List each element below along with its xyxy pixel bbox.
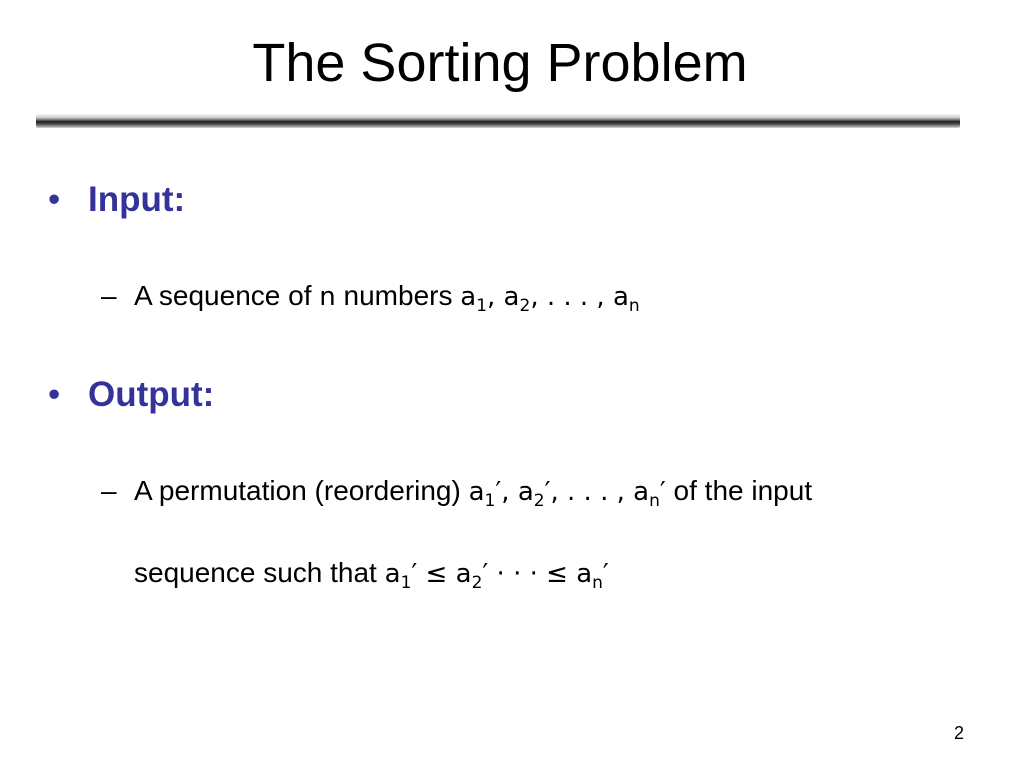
output-description <box>101 473 812 510</box>
bullet-output <box>48 373 214 417</box>
input-numbers-text: numbers <box>335 280 461 311</box>
input-sequence: $a_1$, $a_2$, . . . , $a_n$ <box>460 282 640 316</box>
bullet-dot-icon: • <box>48 375 61 414</box>
output-line2-text: sequence such that <box>134 557 385 588</box>
input-text: A sequence of <box>134 280 320 311</box>
output-heading: Output: <box>88 375 215 414</box>
output-text: A permutation (reordering) <box>134 475 469 506</box>
output-tail-text: of the input <box>665 475 813 506</box>
dash-icon: – <box>101 475 117 506</box>
slide-title: The Sorting Problem <box>252 33 748 93</box>
input-heading: Input: <box>88 180 186 219</box>
output-inequality: $a_1' \le a_2'$ · · · ≤ $a_n'$ <box>384 559 609 593</box>
input-description <box>101 278 640 315</box>
title-divider <box>36 114 960 128</box>
dash-icon: – <box>101 280 117 311</box>
page-number: 2 <box>953 723 964 743</box>
var-n: n <box>319 282 336 312</box>
bullet-input <box>48 178 185 222</box>
output-description-continued <box>134 555 609 592</box>
bullet-dot-icon: • <box>48 180 61 219</box>
output-sequence: $a_1'$, $a_2'$, . . . , $a_n'$ <box>468 477 666 511</box>
